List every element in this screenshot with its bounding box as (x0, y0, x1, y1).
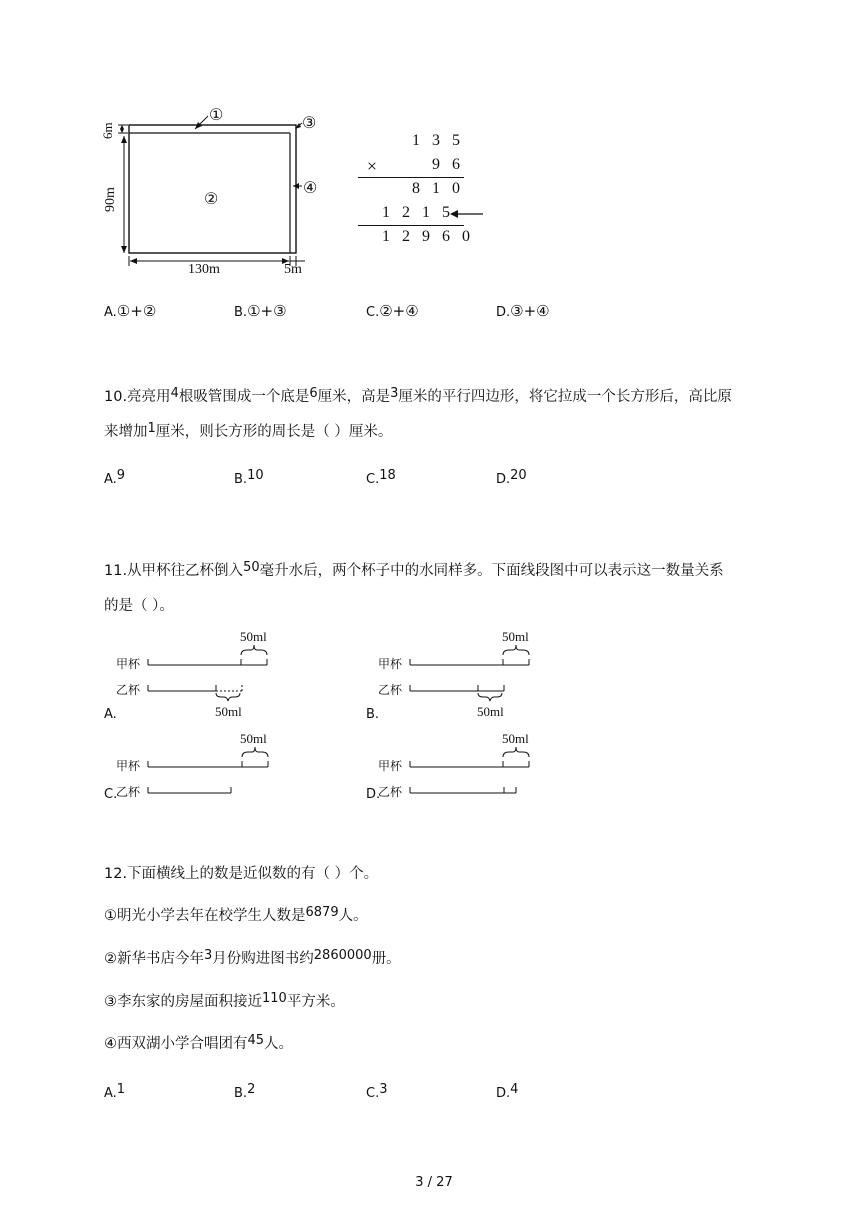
label-50ml: 50ml (502, 731, 529, 746)
label-50ml: 50ml (240, 731, 267, 746)
option-text: 10 (247, 468, 264, 483)
digit: 2 (402, 228, 410, 245)
text: 厘米，则长方形的周长是（ ）厘米。 (155, 424, 393, 440)
marker-4: ④ (303, 180, 318, 197)
rule-line (358, 177, 464, 178)
q11-option-d[interactable] (362, 727, 562, 807)
number: 4 (170, 386, 179, 401)
q9-option-a[interactable] (104, 302, 156, 320)
segment-diagram-a (100, 625, 300, 725)
q12-item-4 (104, 1034, 293, 1055)
option-text: 2 (247, 1082, 256, 1097)
digit: 8 (412, 180, 420, 197)
text: 人。 (338, 908, 368, 924)
digit: 1 (422, 204, 430, 221)
text: ②新华书店今年 (104, 951, 204, 967)
segment-diagram-d (362, 727, 562, 807)
text: 毫升水后，两个杯子中的水同样多。下面线段图中可以表示这一数量关系 (259, 563, 724, 579)
text: 根吸管围成一个底是 (178, 389, 310, 405)
option-letter: A. (104, 707, 117, 722)
segment-diagram-b (362, 625, 562, 725)
digit: 1 (432, 180, 440, 197)
text: ③李东家的房屋面积接近 (104, 994, 262, 1010)
text: ④西双湖小学合唱团有 (104, 1036, 248, 1052)
option-letter: D. (496, 472, 511, 487)
q11-stem-line1 (104, 561, 724, 582)
number: 110 (262, 991, 287, 1006)
label-yi: 乙杯 (116, 683, 141, 697)
dim-6m: 6m (100, 122, 115, 139)
digit: 0 (462, 228, 470, 245)
marker-3: ③ (302, 115, 317, 132)
text: 平方米。 (286, 994, 345, 1010)
number: 2860000 (313, 948, 372, 963)
number: 6 (309, 386, 318, 401)
label-50ml: 50ml (215, 704, 242, 719)
digit: 5 (442, 204, 450, 221)
text: 厘米，高是 (317, 389, 391, 405)
text: 册。 (371, 951, 401, 967)
q11-option-b[interactable] (362, 625, 562, 725)
dim-130m: 130m (188, 262, 220, 277)
option-letter: C. (104, 787, 118, 802)
digit: 5 (452, 132, 460, 149)
label-yi: 乙杯 (116, 785, 141, 799)
times-sign: × (366, 156, 378, 176)
label-jia: 甲杯 (116, 657, 141, 671)
digit: 1 (382, 228, 390, 245)
label-50ml: 50ml (477, 704, 504, 719)
option-text: ①+② (116, 302, 157, 320)
digit: 2 (402, 204, 410, 221)
left-arrow-icon (449, 208, 485, 220)
option-letter: D. (366, 787, 381, 802)
marker-2: ② (204, 191, 219, 208)
q12-option-c[interactable] (366, 1082, 388, 1101)
option-letter: C. (366, 472, 380, 487)
label-50ml: 50ml (502, 629, 529, 644)
option-letter: B. (234, 1086, 248, 1101)
option-text: ②+④ (379, 302, 419, 320)
q10-option-c[interactable] (366, 468, 396, 487)
option-text: 1 (116, 1082, 126, 1097)
q11-option-a[interactable] (100, 625, 300, 725)
q12-item-1 (104, 906, 368, 927)
option-text: 20 (510, 468, 527, 483)
digit: 3 (432, 132, 440, 149)
vertical-multiplication (358, 128, 488, 253)
page-number: 3 / 27 (415, 1175, 453, 1190)
text: 来增加 (104, 424, 148, 440)
digit: 6 (452, 156, 460, 173)
option-text: 18 (379, 468, 396, 483)
option-text: 4 (510, 1082, 519, 1097)
option-letter: A. (104, 472, 117, 487)
number: 1 (147, 421, 156, 436)
option-letter: B. (366, 707, 380, 722)
q12-stem (104, 864, 378, 884)
dim-90m: 90m (103, 187, 118, 212)
rule-line (358, 225, 464, 226)
text: ①明光小学去年在校学生人数是 (104, 908, 306, 924)
option-letter: D. (496, 1086, 511, 1101)
q10-option-d[interactable] (496, 468, 527, 487)
digit: 1 (382, 204, 390, 221)
q9-option-b[interactable] (234, 302, 287, 320)
q12-option-b[interactable] (234, 1082, 256, 1101)
number: 45 (247, 1033, 265, 1048)
option-letter: B. (234, 472, 248, 487)
marker-1: ① (209, 107, 224, 124)
text: 的是（ ）。 (104, 598, 174, 614)
number: 3 (204, 948, 213, 963)
label-jia: 甲杯 (378, 759, 403, 773)
text: 月份购进图书约 (212, 951, 314, 967)
digit: 0 (452, 180, 460, 197)
q11-stem-line2 (104, 596, 174, 616)
option-text: ①+③ (247, 302, 287, 320)
option-text: ③+④ (510, 302, 550, 320)
digit: 9 (422, 228, 430, 245)
text: 11.从甲杯往乙杯倒入 (104, 563, 244, 579)
text: 人。 (264, 1036, 294, 1052)
number: 6879 (305, 905, 339, 920)
option-letter: A. (104, 305, 117, 320)
number: 50 (243, 560, 260, 575)
option-letter: C. (366, 1086, 380, 1101)
q9-option-c[interactable] (366, 302, 419, 320)
label-yi: 乙杯 (378, 785, 403, 799)
q12-option-d[interactable] (496, 1082, 519, 1101)
option-letter: B. (234, 305, 248, 320)
dim-5m: 5m (284, 262, 302, 277)
digit: 1 (412, 132, 420, 149)
q10-option-a[interactable] (104, 468, 126, 487)
q12-item-2 (104, 949, 401, 970)
q12-option-a[interactable] (104, 1082, 126, 1101)
option-letter: C. (366, 305, 380, 320)
option-text: 3 (379, 1082, 388, 1097)
text: 厘米的平行四边形，将它拉成一个长方形后，高比原 (398, 389, 732, 405)
label-50ml: 50ml (240, 629, 267, 644)
q11-option-c[interactable] (100, 727, 300, 807)
number: 3 (390, 386, 399, 401)
digit: 6 (442, 228, 450, 245)
label-yi: 乙杯 (378, 683, 403, 697)
text: 12.下面横线上的数是近似数的有（ ）个。 (104, 866, 379, 882)
q10-stem-line2 (104, 422, 392, 443)
digit: 9 (432, 156, 440, 173)
option-text: 9 (116, 468, 126, 483)
option-letter: D. (496, 305, 511, 320)
segment-diagram-c (100, 727, 300, 807)
q10-stem-line1 (104, 387, 732, 408)
q9-option-d[interactable] (496, 302, 550, 320)
text: 10.亮亮用 (104, 389, 171, 405)
label-jia: 甲杯 (116, 759, 141, 773)
label-jia: 甲杯 (378, 657, 403, 671)
option-letter: A. (104, 1086, 117, 1101)
q12-item-3 (104, 992, 345, 1013)
q10-option-b[interactable] (234, 468, 264, 487)
